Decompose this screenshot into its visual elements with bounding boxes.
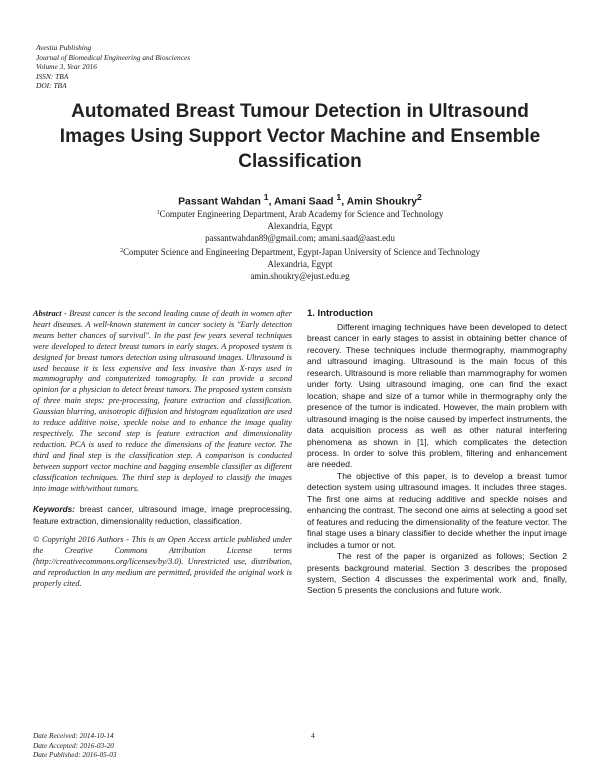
introduction-paragraph: The objective of this paper, is to develop a breast tumor detection system using ultrasound images. It includes three stages. The first one aims at reducing additive and speckle noises and enhancing the contrast. The second one aims at selecting a good set of features and reducing the dimensionality of the feature vector. The final stage uses a binary classifier to decide whether the input image includes a tumor or not. — [307, 470, 567, 550]
author-affiliation-mark: 1 — [263, 192, 269, 202]
affiliation-mark: 1 — [156, 210, 160, 216]
section-heading-introduction: 1. Introduction — [307, 308, 373, 319]
journal-issn: ISSN: TBA — [36, 71, 69, 81]
abstract-label: Abstract - — [33, 309, 67, 318]
publisher-name: Avestia Publishing — [36, 43, 92, 52]
journal-volume: Volume 3, Year 2016 — [36, 62, 97, 72]
introduction-paragraph: The rest of the paper is organized as follows; Section 2 presents background material. Section 3 describes the proposed system, Section 4 discusses the experimental work and, finally, Section 5 presents the conclusions and future work. — [307, 551, 567, 596]
abstract-text: Breast cancer is the second leading cause of death in women after heart diseases. A well-known statement in cancer society is "Early detection means better chances of survival". In the past few years several techniques were developed to detect breast tumors in early stages. A proposed system is designed for breast tumors detection using ultrasound images. Ultrasound is used because it is less expensive and less invasive than X-rays used in mammography and computerized tomography. It can provide a second opinion for a physician to detect breast tumors. The proposed system consists of three main steps: pre-processing, feature extraction and classification. Gaussian blurring, anisotropic diffusion and histogram equalization are used to reduce additive noise, speckle noise and to enhance the image quality respectively. The second step is feature extraction and dimensionality reduction. PCA is used to reduce the dimensions of the feature vector. The third and final step is the classification step. A comparison is conducted between support vector machine and bagging ensemble classifier as different classification techniques. The third step is deployed to classify the images into image with/without tumors. — [33, 309, 293, 493]
page-number: 4 — [311, 731, 315, 740]
copyright-notice: © Copyright 2016 Authors - This is an Open Access article published under the Creative Commons Attribution License terms (http://creativecommons.org/licenses/by/3.0). Unrestricted use, distribution, and reproduction in any medium are permitted, provided the original work is properly cited. — [33, 535, 292, 588]
right-column — [307, 308, 567, 597]
author-name: Amani Saad — [274, 196, 334, 208]
date-accepted: Date Accepted: 2016-03-20 — [33, 740, 114, 750]
keywords-text: breast cancer, ultrasound image, image preprocessing, feature extraction, dimensionality reduction, classification. — [33, 505, 293, 526]
title-line-3: Classification — [238, 151, 362, 172]
affiliation-mark: 2 — [120, 247, 124, 254]
journal-header — [36, 43, 190, 91]
journal-doi: DOI: TBA — [36, 81, 67, 91]
date-published: Date Published: 2016-05-03 — [33, 750, 117, 760]
title-line-1: Automated Breast Tumour Detection in Ultrasound — [71, 101, 529, 122]
publication-dates — [33, 731, 117, 760]
author-affiliation-mark: 1 — [336, 192, 342, 202]
author-name: Amin Shoukry — [346, 196, 418, 208]
affiliation-2-email: amin.shoukry@ejust.edu.eg — [250, 271, 350, 282]
affiliations — [20, 207, 580, 282]
journal-name: Journal of Biomedical Engineering and Biosciences — [36, 52, 191, 62]
affiliation-1-city: Alexandria, Egypt — [267, 221, 333, 232]
abstract — [33, 309, 292, 494]
keywords-label: Keywords: — [33, 505, 75, 515]
author-affiliation-mark: 2 — [417, 192, 422, 202]
title-line-2: Images Using Support Vector Machine and Ensemble — [59, 126, 541, 147]
affiliation-1: $^1$Computer Engineering Department, Arab Academy for Science and Technology — [156, 209, 444, 219]
author-list: Passant Wahdan $^1$, Amani Saad $^1$, Amin Shoukry$^2$ — [178, 192, 422, 208]
date-received: Date Received: 2014-10-14 — [33, 731, 114, 740]
affiliation-2-city: Alexandria, Egypt — [267, 258, 333, 269]
paper-title — [20, 99, 580, 174]
left-column — [33, 309, 292, 590]
keywords — [33, 504, 292, 527]
author-name: Passant Wahdan — [178, 196, 261, 208]
affiliation-1-email: passantwahdan89@gmail.com; amani.saad@aast.edu — [205, 233, 395, 244]
introduction-paragraph: Different imaging techniques have been developed to detect breast cancer in early stages to assist in obtaining better chance of recovery. These techniques include thermography, mammography and ultrasound imaging. Ultrasound is the main focus of this research. Ultrasound is more reliable than mammography for women under forty. Using ultrasound imaging, one can find the exact location, shape and size of a tumor while in thermography only the presence of the tumor is indicated. However, the main problem with ultrasound imaging is the noise caused by imperfect instruments, the data acquisition process as well as other natural interfering phenomena as shown in [1], which complicates the detection process. In order to solve this problem, filtering and enhancement are needed. — [307, 322, 567, 470]
affiliation-2: $^2$Computer Science and Engineering Department, Egypt-Japan University of Science and Technology — [120, 246, 480, 257]
